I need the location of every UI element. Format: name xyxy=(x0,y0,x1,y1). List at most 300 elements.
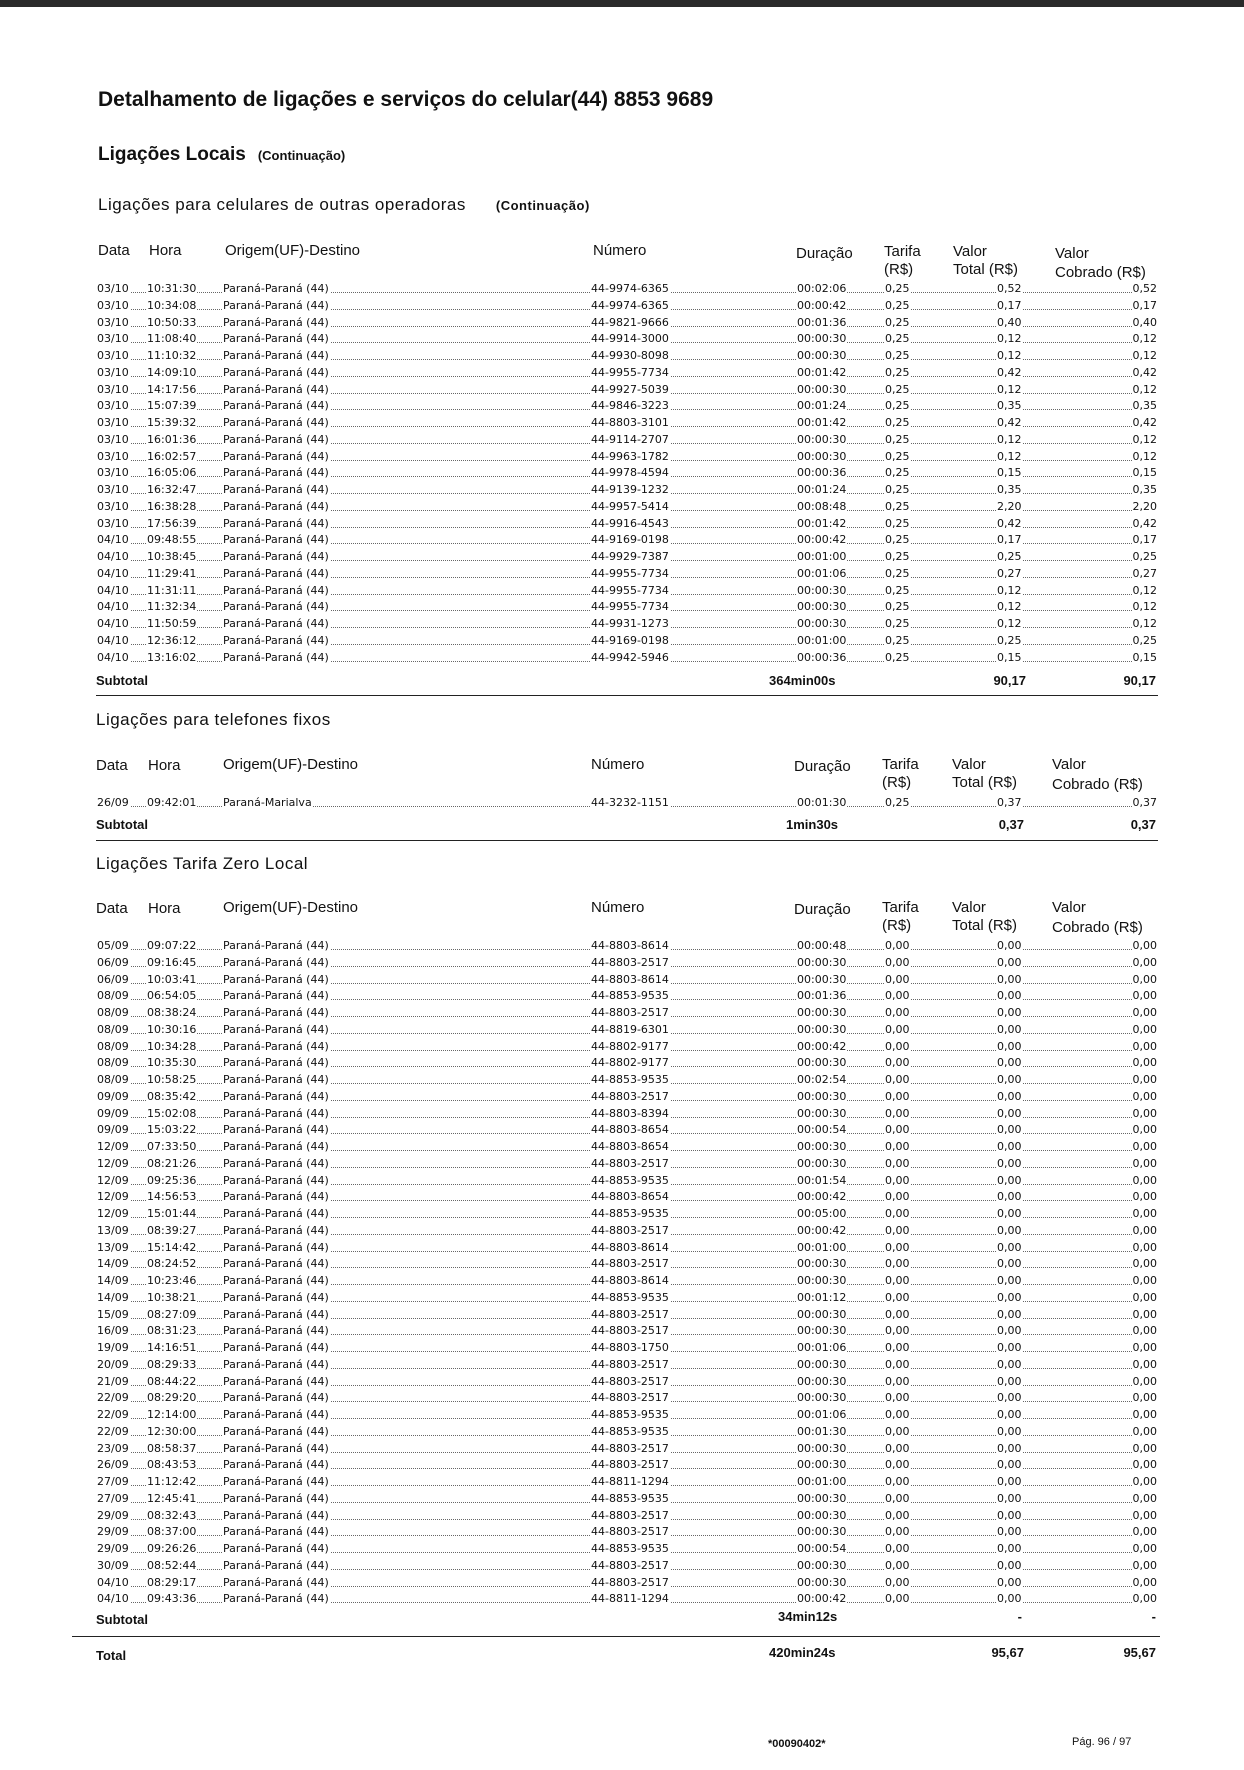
cell-data: 05/09 xyxy=(96,938,130,955)
cell-hora: 11:31:11 xyxy=(146,583,197,600)
table-row xyxy=(96,1508,1158,1525)
cell-valor-cobrado: 0,00 xyxy=(1132,1323,1159,1340)
cell-tarifa: 0,25 xyxy=(884,616,911,633)
cell-valor-total: 0,00 xyxy=(996,1390,1023,1407)
cell-duracao: 00:01:30 xyxy=(796,1424,847,1441)
col-duracao: Duração xyxy=(794,901,851,918)
table-row xyxy=(96,566,1158,583)
cell-tarifa: 0,25 xyxy=(884,348,911,365)
cell-duracao: 00:00:30 xyxy=(796,382,847,399)
cell-tarifa: 0,00 xyxy=(884,1039,911,1056)
cell-origem-destino: Paraná-Paraná (44) xyxy=(222,1390,330,1407)
table-row xyxy=(96,415,1158,432)
cell-valor-cobrado: 0,00 xyxy=(1132,1173,1159,1190)
table-row xyxy=(96,281,1158,298)
cell-hora: 09:16:45 xyxy=(146,955,197,972)
cell-tarifa: 0,25 xyxy=(884,566,911,583)
cell-origem-destino: Paraná-Paraná (44) xyxy=(222,1508,330,1525)
cell-valor-total: 0,12 xyxy=(996,382,1023,399)
cell-valor-cobrado: 0,00 xyxy=(1132,1206,1159,1223)
cell-hora: 12:45:41 xyxy=(146,1491,197,1508)
cell-data: 03/10 xyxy=(96,365,130,382)
col-tarifa-unit: (R$) xyxy=(884,261,914,278)
cell-valor-total: 0,00 xyxy=(996,1072,1023,1089)
cell-hora: 08:39:27 xyxy=(146,1223,197,1240)
cell-data: 03/10 xyxy=(96,315,130,332)
table-row xyxy=(96,1122,1158,1139)
cell-hora: 06:54:05 xyxy=(146,988,197,1005)
cell-numero: 44-9931-1273 xyxy=(590,616,670,633)
cell-origem-destino: Paraná-Paraná (44) xyxy=(222,650,330,667)
cell-data: 03/10 xyxy=(96,432,130,449)
cell-valor-total: 0,00 xyxy=(996,1407,1023,1424)
col-valor-cobrado-unit: Cobrado (R$) xyxy=(1055,264,1146,281)
subtotal-duration: 364min00s xyxy=(769,673,836,688)
cell-numero: 44-9139-1232 xyxy=(590,482,670,499)
cell-valor-total: 0,00 xyxy=(996,1189,1023,1206)
table-row xyxy=(96,1139,1158,1156)
cell-duracao: 00:00:30 xyxy=(796,599,847,616)
cell-valor-cobrado: 0,00 xyxy=(1132,1039,1159,1056)
table-row xyxy=(96,1072,1158,1089)
table-row xyxy=(96,449,1158,466)
cell-origem-destino: Paraná-Paraná (44) xyxy=(222,1240,330,1257)
cell-duracao: 00:00:42 xyxy=(796,532,847,549)
cell-data: 26/09 xyxy=(96,1457,130,1474)
col-numero: Número xyxy=(591,756,645,773)
cell-valor-cobrado: 0,00 xyxy=(1132,1139,1159,1156)
cell-origem-destino: Paraná-Paraná (44) xyxy=(222,599,330,616)
cell-valor-total: 0,00 xyxy=(996,1575,1023,1592)
cell-numero: 44-8853-9535 xyxy=(590,1541,670,1558)
cell-valor-total: 0,00 xyxy=(996,1591,1023,1608)
col-hora: Hora xyxy=(148,757,181,774)
table-row xyxy=(96,599,1158,616)
cell-data: 03/10 xyxy=(96,415,130,432)
table-row xyxy=(96,1390,1158,1407)
cell-duracao: 00:00:30 xyxy=(796,432,847,449)
cell-data: 12/09 xyxy=(96,1189,130,1206)
cell-data: 22/09 xyxy=(96,1424,130,1441)
cell-origem-destino: Paraná-Paraná (44) xyxy=(222,1575,330,1592)
cell-origem-destino: Paraná-Paraná (44) xyxy=(222,1307,330,1324)
table-row xyxy=(96,1441,1158,1458)
cell-duracao: 00:00:30 xyxy=(796,1256,847,1273)
cell-origem-destino: Paraná-Paraná (44) xyxy=(222,516,330,533)
cell-origem-destino: Paraná-Paraná (44) xyxy=(222,1424,330,1441)
cell-duracao: 00:00:30 xyxy=(796,348,847,365)
cell-valor-total: 0,12 xyxy=(996,583,1023,600)
cell-origem-destino: Paraná-Paraná (44) xyxy=(222,1273,330,1290)
cell-hora: 12:36:12 xyxy=(146,633,197,650)
cell-hora: 08:27:09 xyxy=(146,1307,197,1324)
cell-origem-destino: Paraná-Paraná (44) xyxy=(222,1122,330,1139)
cell-numero: 44-8853-9535 xyxy=(590,1072,670,1089)
cell-data: 29/09 xyxy=(96,1524,130,1541)
cell-origem-destino: Paraná-Paraná (44) xyxy=(222,482,330,499)
cell-origem-destino: Paraná-Paraná (44) xyxy=(222,499,330,516)
cell-duracao: 00:00:30 xyxy=(796,955,847,972)
cell-data: 12/09 xyxy=(96,1139,130,1156)
cell-duracao: 00:00:30 xyxy=(796,331,847,348)
cell-hora: 10:38:45 xyxy=(146,549,197,566)
cell-numero: 44-8803-2517 xyxy=(590,955,670,972)
cell-valor-cobrado: 0,00 xyxy=(1132,1005,1159,1022)
cell-valor-total: 0,00 xyxy=(996,1005,1023,1022)
cell-hora: 13:16:02 xyxy=(146,650,197,667)
table-row xyxy=(96,1173,1158,1190)
cell-tarifa: 0,25 xyxy=(884,298,911,315)
cell-valor-total: 0,17 xyxy=(996,532,1023,549)
table-row xyxy=(96,1106,1158,1123)
cell-duracao: 00:00:30 xyxy=(796,1558,847,1575)
cell-valor-total: 0,00 xyxy=(996,1441,1023,1458)
cell-valor-cobrado: 0,00 xyxy=(1132,1022,1159,1039)
cell-duracao: 00:00:30 xyxy=(796,1390,847,1407)
cell-origem-destino: Paraná-Paraná (44) xyxy=(222,1491,330,1508)
cell-numero: 44-8803-2517 xyxy=(590,1457,670,1474)
cell-tarifa: 0,00 xyxy=(884,955,911,972)
table-row xyxy=(96,1240,1158,1257)
cell-numero: 44-9169-0198 xyxy=(590,532,670,549)
subtotal-valor-total: 90,17 xyxy=(993,673,1026,688)
cell-duracao: 00:01:30 xyxy=(796,795,847,812)
cell-tarifa: 0,25 xyxy=(884,382,911,399)
cell-tarifa: 0,00 xyxy=(884,1457,911,1474)
cell-hora: 14:16:51 xyxy=(146,1340,197,1357)
cell-valor-total: 0,00 xyxy=(996,1039,1023,1056)
cell-data: 03/10 xyxy=(96,449,130,466)
col-valor-total-unit: Total (R$) xyxy=(953,261,1019,278)
cell-hora: 11:50:59 xyxy=(146,616,197,633)
cell-tarifa: 0,00 xyxy=(884,1189,911,1206)
cell-valor-cobrado: 0,00 xyxy=(1132,1591,1159,1608)
cell-valor-cobrado: 0,52 xyxy=(1132,281,1159,298)
cell-tarifa: 0,25 xyxy=(884,650,911,667)
cell-valor-total: 0,00 xyxy=(996,1122,1023,1139)
cell-origem-destino: Paraná-Paraná (44) xyxy=(222,1156,330,1173)
cell-origem-destino: Paraná-Paraná (44) xyxy=(222,1457,330,1474)
cell-valor-cobrado: 0,17 xyxy=(1132,532,1159,549)
section-label: Ligações Locais xyxy=(98,144,246,165)
cell-valor-total: 0,12 xyxy=(996,616,1023,633)
cell-valor-cobrado: 0,00 xyxy=(1132,1223,1159,1240)
cell-duracao: 00:01:24 xyxy=(796,398,847,415)
cell-data: 26/09 xyxy=(96,795,130,812)
cell-tarifa: 0,00 xyxy=(884,938,911,955)
cell-origem-destino: Paraná-Paraná (44) xyxy=(222,566,330,583)
cell-valor-cobrado: 0,00 xyxy=(1132,1256,1159,1273)
cell-hora: 09:43:36 xyxy=(146,1591,197,1608)
subtotal-valor-cobrado: 90,17 xyxy=(1123,673,1156,688)
col-valor-total-unit: Total (R$) xyxy=(952,917,1018,934)
cell-numero: 44-8803-2517 xyxy=(590,1357,670,1374)
col-data: Data xyxy=(96,757,128,774)
cell-origem-destino: Paraná-Paraná (44) xyxy=(222,382,330,399)
table-row xyxy=(96,1457,1158,1474)
cell-valor-total: 0,00 xyxy=(996,1256,1023,1273)
table-row xyxy=(96,465,1158,482)
cell-duracao: 00:00:30 xyxy=(796,1374,847,1391)
cell-numero: 44-9114-2707 xyxy=(590,432,670,449)
cell-numero: 44-8803-2517 xyxy=(590,1323,670,1340)
cell-tarifa: 0,00 xyxy=(884,1591,911,1608)
table-row xyxy=(96,365,1158,382)
cell-hora: 07:33:50 xyxy=(146,1139,197,1156)
cell-tarifa: 0,00 xyxy=(884,1005,911,1022)
cell-valor-cobrado: 0,00 xyxy=(1132,1474,1159,1491)
cell-origem-destino: Paraná-Paraná (44) xyxy=(222,348,330,365)
cell-data: 04/10 xyxy=(96,616,130,633)
cell-numero: 44-8853-9535 xyxy=(590,1424,670,1441)
cell-origem-destino: Paraná-Paraná (44) xyxy=(222,1323,330,1340)
cell-tarifa: 0,00 xyxy=(884,1508,911,1525)
cell-valor-total: 0,12 xyxy=(996,348,1023,365)
cell-hora: 11:08:40 xyxy=(146,331,197,348)
cell-tarifa: 0,00 xyxy=(884,1223,911,1240)
cell-valor-cobrado: 0,12 xyxy=(1132,331,1159,348)
cell-tarifa: 0,25 xyxy=(884,633,911,650)
cell-tarifa: 0,00 xyxy=(884,1575,911,1592)
table-row xyxy=(96,499,1158,516)
cell-tarifa: 0,25 xyxy=(884,315,911,332)
cell-hora: 09:48:55 xyxy=(146,532,197,549)
cell-valor-cobrado: 0,35 xyxy=(1132,482,1159,499)
cell-valor-cobrado: 0,00 xyxy=(1132,1340,1159,1357)
cell-numero: 44-8803-8614 xyxy=(590,1240,670,1257)
cell-origem-destino: Paraná-Paraná (44) xyxy=(222,1022,330,1039)
cell-origem-destino: Paraná-Paraná (44) xyxy=(222,1106,330,1123)
table-row xyxy=(96,988,1158,1005)
cell-numero: 44-9955-7734 xyxy=(590,365,670,382)
cell-valor-total: 0,00 xyxy=(996,1089,1023,1106)
cell-hora: 14:09:10 xyxy=(146,365,197,382)
cell-valor-total: 0,00 xyxy=(996,1206,1023,1223)
total-valor-total: 95,67 xyxy=(991,1645,1024,1660)
cell-data: 06/09 xyxy=(96,972,130,989)
cell-valor-total: 0,00 xyxy=(996,955,1023,972)
cell-data: 03/10 xyxy=(96,281,130,298)
cell-origem-destino: Paraná-Paraná (44) xyxy=(222,583,330,600)
cell-data: 03/10 xyxy=(96,382,130,399)
cell-origem-destino: Paraná-Paraná (44) xyxy=(222,1189,330,1206)
col-valor-total: Valor xyxy=(952,756,986,773)
cell-tarifa: 0,00 xyxy=(884,1273,911,1290)
cell-duracao: 00:00:30 xyxy=(796,1139,847,1156)
cell-valor-total: 0,15 xyxy=(996,465,1023,482)
cell-hora: 11:32:34 xyxy=(146,599,197,616)
cell-valor-cobrado: 0,00 xyxy=(1132,1290,1159,1307)
cell-duracao: 00:00:30 xyxy=(796,1524,847,1541)
cell-valor-cobrado: 0,40 xyxy=(1132,315,1159,332)
cell-tarifa: 0,00 xyxy=(884,1558,911,1575)
cell-valor-total: 0,42 xyxy=(996,365,1023,382)
cell-numero: 44-8853-9535 xyxy=(590,1173,670,1190)
cell-valor-cobrado: 0,00 xyxy=(1132,1089,1159,1106)
cell-valor-cobrado: 0,42 xyxy=(1132,516,1159,533)
subsection-title-outras xyxy=(98,195,590,215)
continuation-note: (Continuação) xyxy=(495,198,590,213)
cell-hora: 08:38:24 xyxy=(146,1005,197,1022)
cell-numero: 44-8803-2517 xyxy=(590,1390,670,1407)
col-data: Data xyxy=(98,242,130,259)
cell-data: 14/09 xyxy=(96,1256,130,1273)
subtotal-duration: 1min30s xyxy=(786,817,839,832)
subtotal-valor-cobrado: - xyxy=(1151,1609,1156,1624)
cell-valor-cobrado: 0,00 xyxy=(1132,1541,1159,1558)
cell-valor-cobrado: 0,00 xyxy=(1132,1407,1159,1424)
cell-tarifa: 0,25 xyxy=(884,465,911,482)
cell-tarifa: 0,00 xyxy=(884,1240,911,1257)
cell-duracao: 00:01:12 xyxy=(796,1290,847,1307)
cell-origem-destino: Paraná-Paraná (44) xyxy=(222,955,330,972)
cell-tarifa: 0,25 xyxy=(884,398,911,415)
cell-valor-cobrado: 0,00 xyxy=(1132,1156,1159,1173)
cell-origem-destino: Paraná-Paraná (44) xyxy=(222,1441,330,1458)
cell-numero: 44-9916-4543 xyxy=(590,516,670,533)
cell-valor-total: 0,00 xyxy=(996,1323,1023,1340)
cell-numero: 44-8811-1294 xyxy=(590,1591,670,1608)
cell-data: 04/10 xyxy=(96,532,130,549)
col-tarifa-unit: (R$) xyxy=(882,774,912,791)
table-row xyxy=(96,398,1158,415)
col-valor-cobrado: Valor xyxy=(1052,899,1086,916)
cell-valor-total: 0,00 xyxy=(996,1340,1023,1357)
cell-valor-total: 0,00 xyxy=(996,1508,1023,1525)
cell-tarifa: 0,00 xyxy=(884,1424,911,1441)
cell-hora: 10:30:16 xyxy=(146,1022,197,1039)
cell-tarifa: 0,00 xyxy=(884,1173,911,1190)
cell-duracao: 00:05:00 xyxy=(796,1206,847,1223)
cell-origem-destino: Paraná-Paraná (44) xyxy=(222,1256,330,1273)
cell-numero: 44-9963-1782 xyxy=(590,449,670,466)
cell-origem-destino: Paraná-Paraná (44) xyxy=(222,938,330,955)
cell-valor-total: 0,12 xyxy=(996,331,1023,348)
cell-origem-destino: Paraná-Paraná (44) xyxy=(222,315,330,332)
cell-origem-destino: Paraná-Paraná (44) xyxy=(222,1072,330,1089)
cell-origem-destino: Paraná-Paraná (44) xyxy=(222,1340,330,1357)
cell-valor-cobrado: 0,00 xyxy=(1132,1390,1159,1407)
cell-tarifa: 0,00 xyxy=(884,1357,911,1374)
cell-origem-destino: Paraná-Paraná (44) xyxy=(222,633,330,650)
cell-valor-total: 0,25 xyxy=(996,633,1023,650)
table-row xyxy=(96,1491,1158,1508)
cell-numero: 44-8803-2517 xyxy=(590,1558,670,1575)
cell-numero: 44-9930-8098 xyxy=(590,348,670,365)
cell-valor-cobrado: 0,27 xyxy=(1132,566,1159,583)
table-row xyxy=(96,1189,1158,1206)
cell-numero: 44-8811-1294 xyxy=(590,1474,670,1491)
cell-duracao: 00:01:00 xyxy=(796,633,847,650)
subtotal-label: Subtotal xyxy=(96,817,148,832)
cell-valor-cobrado: 0,00 xyxy=(1132,1122,1159,1139)
cell-data: 03/10 xyxy=(96,298,130,315)
cell-origem-destino: Paraná-Paraná (44) xyxy=(222,1089,330,1106)
cell-valor-cobrado: 0,00 xyxy=(1132,938,1159,955)
divider xyxy=(72,1636,1160,1637)
cell-valor-total: 0,15 xyxy=(996,650,1023,667)
cell-valor-cobrado: 0,37 xyxy=(1132,795,1159,812)
cell-origem-destino: Paraná-Paraná (44) xyxy=(222,398,330,415)
cell-data: 04/10 xyxy=(96,633,130,650)
cell-valor-total: 0,00 xyxy=(996,938,1023,955)
table-row xyxy=(96,1055,1158,1072)
cell-valor-cobrado: 0,25 xyxy=(1132,549,1159,566)
cell-origem-destino: Paraná-Paraná (44) xyxy=(222,1139,330,1156)
cell-valor-total: 0,00 xyxy=(996,1541,1023,1558)
cell-origem-destino: Paraná-Paraná (44) xyxy=(222,988,330,1005)
cell-data: 04/10 xyxy=(96,1591,130,1608)
cell-valor-total: 0,00 xyxy=(996,988,1023,1005)
subtotal-label: Subtotal xyxy=(96,673,148,688)
cell-duracao: 00:08:48 xyxy=(796,499,847,516)
cell-origem-destino: Paraná-Paraná (44) xyxy=(222,1206,330,1223)
cell-tarifa: 0,00 xyxy=(884,1491,911,1508)
cell-duracao: 00:00:54 xyxy=(796,1122,847,1139)
cell-data: 09/09 xyxy=(96,1122,130,1139)
col-hora: Hora xyxy=(149,242,182,259)
cell-origem-destino: Paraná-Paraná (44) xyxy=(222,616,330,633)
cell-duracao: 00:01:06 xyxy=(796,566,847,583)
cell-hora: 08:21:26 xyxy=(146,1156,197,1173)
cell-origem-destino: Paraná-Paraná (44) xyxy=(222,465,330,482)
table-row xyxy=(96,1323,1158,1340)
cell-valor-cobrado: 0,00 xyxy=(1132,1575,1159,1592)
cell-duracao: 00:01:54 xyxy=(796,1173,847,1190)
cell-numero: 44-9957-5414 xyxy=(590,499,670,516)
cell-data: 06/09 xyxy=(96,955,130,972)
cell-origem-destino: Paraná-Paraná (44) xyxy=(222,1407,330,1424)
cell-numero: 44-9955-7734 xyxy=(590,566,670,583)
col-tarifa: Tarifa xyxy=(882,899,919,916)
cell-valor-total: 0,00 xyxy=(996,1022,1023,1039)
cell-duracao: 00:00:48 xyxy=(796,938,847,955)
table-tarifa-zero xyxy=(96,938,1158,1608)
cell-duracao: 00:00:30 xyxy=(796,1055,847,1072)
table-row xyxy=(96,795,1158,812)
cell-valor-total: 0,00 xyxy=(996,1240,1023,1257)
cell-valor-cobrado: 0,00 xyxy=(1132,1273,1159,1290)
cell-valor-total: 0,12 xyxy=(996,432,1023,449)
table-row xyxy=(96,1307,1158,1324)
cell-valor-total: 0,00 xyxy=(996,1524,1023,1541)
cell-data: 13/09 xyxy=(96,1240,130,1257)
cell-data: 19/09 xyxy=(96,1340,130,1357)
cell-valor-total: 0,52 xyxy=(996,281,1023,298)
cell-duracao: 00:02:54 xyxy=(796,1072,847,1089)
table-row xyxy=(96,1424,1158,1441)
cell-duracao: 00:01:00 xyxy=(796,1240,847,1257)
table-row xyxy=(96,1524,1158,1541)
subtotal-valor-cobrado: 0,37 xyxy=(1130,817,1156,832)
cell-hora: 08:37:00 xyxy=(146,1524,197,1541)
col-origem: Origem(UF)-Destino xyxy=(225,242,361,259)
cell-numero: 44-9929-7387 xyxy=(590,549,670,566)
cell-valor-cobrado: 0,42 xyxy=(1132,365,1159,382)
cell-tarifa: 0,00 xyxy=(884,1407,911,1424)
cell-duracao: 00:00:42 xyxy=(796,1223,847,1240)
table-row xyxy=(96,432,1158,449)
total-duration: 420min24s xyxy=(769,1645,836,1660)
cell-duracao: 00:01:36 xyxy=(796,315,847,332)
cell-valor-cobrado: 0,15 xyxy=(1132,465,1159,482)
cell-tarifa: 0,00 xyxy=(884,1022,911,1039)
cell-valor-total: 0,35 xyxy=(996,482,1023,499)
cell-data: 09/09 xyxy=(96,1106,130,1123)
cell-numero: 44-8803-8614 xyxy=(590,938,670,955)
cell-numero: 44-8803-8394 xyxy=(590,1106,670,1123)
cell-valor-total: 0,00 xyxy=(996,1424,1023,1441)
